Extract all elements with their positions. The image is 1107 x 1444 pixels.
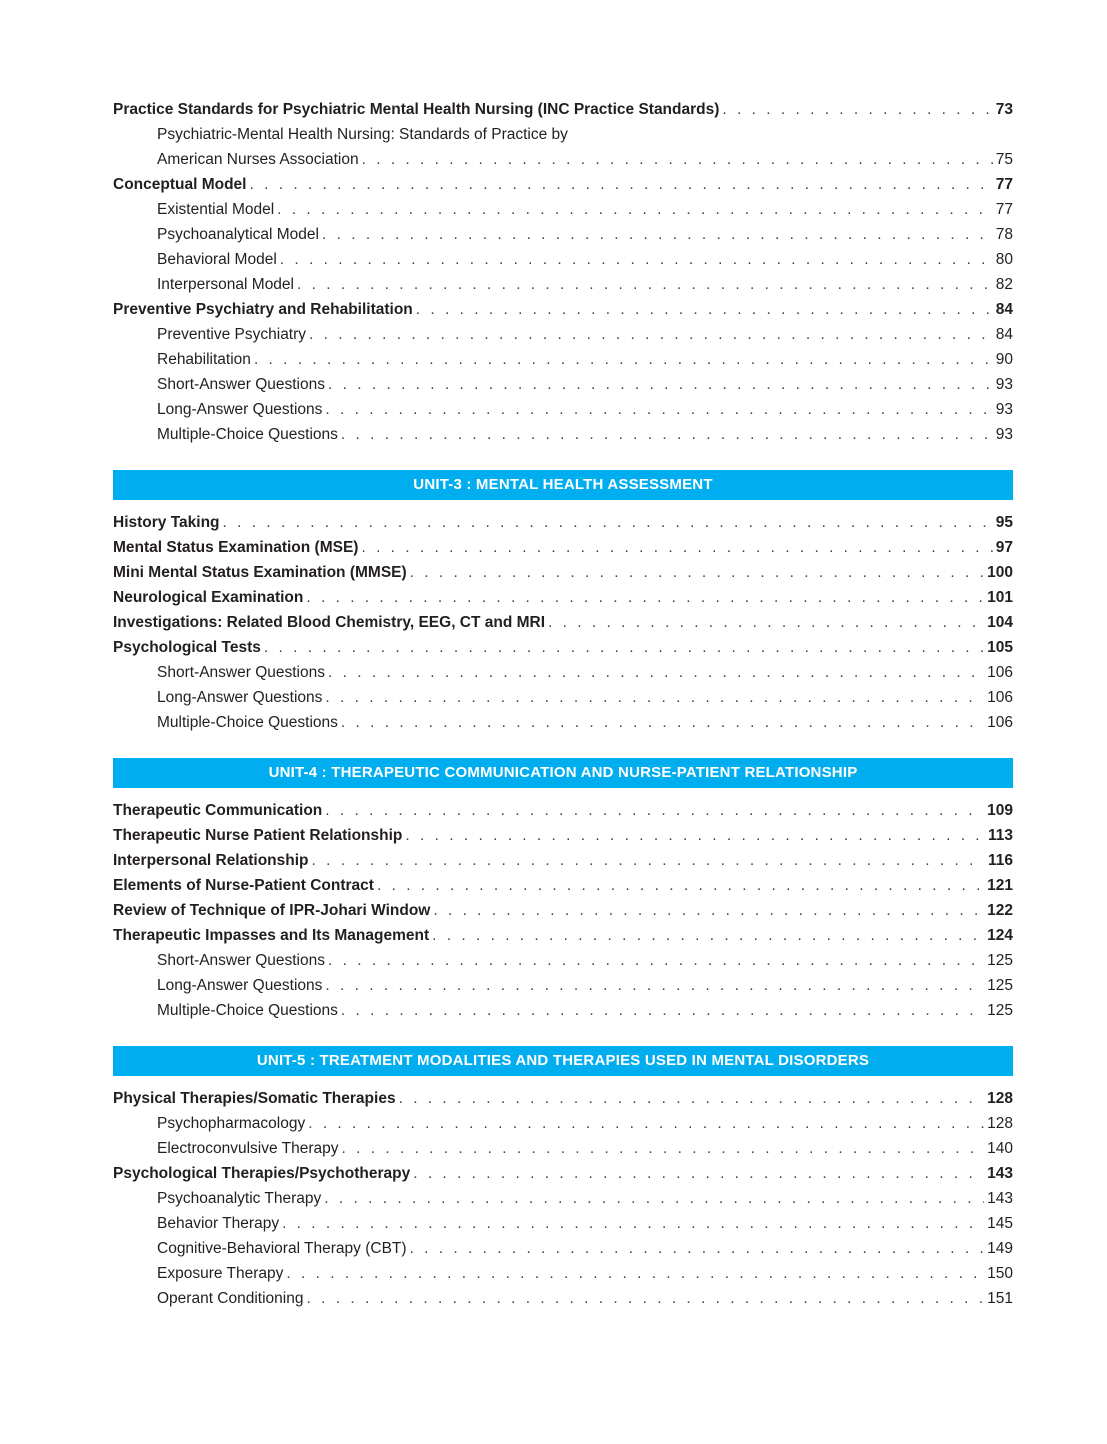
dot-leader <box>341 710 984 735</box>
toc-subentry[interactable] <box>113 372 1013 397</box>
toc-chapter-entry[interactable] <box>113 510 1013 535</box>
page-number: 145 <box>987 1215 1013 1232</box>
entry-title: Review of Technique of IPR-Johari Window <box>113 902 431 919</box>
page-number: 125 <box>987 1002 1013 1019</box>
toc-chapter-entry[interactable] <box>113 560 1013 585</box>
entry-title: Therapeutic Impasses and Its Management <box>113 927 430 944</box>
section-gap <box>113 447 1013 461</box>
toc-chapter-entry[interactable] <box>113 297 1013 322</box>
dot-leader <box>342 1136 985 1161</box>
dot-leader <box>297 272 993 297</box>
page-number: 77 <box>995 176 1013 193</box>
page-number: 82 <box>995 276 1013 293</box>
entry-title: Mental Status Examination (MSE) <box>113 539 359 556</box>
toc-subentry[interactable] <box>113 710 1013 735</box>
entry-title: History Taking <box>113 514 220 531</box>
dot-leader <box>325 685 984 710</box>
entry-title: Elements of Nurse-Patient Contract <box>113 877 374 894</box>
toc-subentry[interactable] <box>113 1186 1013 1211</box>
toc-chapter-entry[interactable] <box>113 823 1013 848</box>
entry-title: Multiple-Choice Questions <box>157 714 338 731</box>
dot-leader <box>416 297 993 322</box>
dot-leader <box>362 147 993 172</box>
page-number: 104 <box>987 614 1013 631</box>
entry-title: American Nurses Association <box>157 151 359 168</box>
toc-subentry[interactable] <box>113 1236 1013 1261</box>
entry-title: Therapeutic Nurse Patient Relationship <box>113 827 403 844</box>
unit-header: UNIT-5 : TREATMENT MODALITIES AND THERAPIES USED IN MENTAL DISORDERS <box>113 1046 1013 1076</box>
page-number: 143 <box>987 1165 1013 1182</box>
unit-header: UNIT-3 : MENTAL HEALTH ASSESSMENT <box>113 470 1013 500</box>
section-gap <box>113 735 1013 749</box>
entry-title: Multiple-Choice Questions <box>157 426 338 443</box>
page-number: 84 <box>995 326 1013 343</box>
entry-title: Multiple-Choice Questions <box>157 1002 338 1019</box>
table-of-contents <box>113 97 1013 1311</box>
dot-leader <box>286 1261 984 1286</box>
toc-chapter-entry[interactable] <box>113 1161 1013 1186</box>
dot-leader <box>277 197 993 222</box>
dot-leader <box>264 635 984 660</box>
entry-title: Conceptual Model <box>113 176 247 193</box>
dot-leader <box>432 923 984 948</box>
entry-title: Preventive Psychiatry and Rehabilitation <box>113 301 413 318</box>
toc-chapter-entry[interactable] <box>113 535 1013 560</box>
section-gap <box>113 1023 1013 1037</box>
entry-title: Investigations: Related Blood Chemistry, EEG, CT and MRI <box>113 614 546 631</box>
entry-title: Psychoanalytical Model <box>157 226 319 243</box>
dot-leader <box>410 560 984 585</box>
page-number: 77 <box>995 201 1013 218</box>
dot-leader <box>548 610 984 635</box>
page-number: 95 <box>995 514 1013 531</box>
entry-title: Psychopharmacology <box>157 1115 306 1132</box>
dot-leader <box>341 998 984 1023</box>
dot-leader <box>306 585 984 610</box>
toc-chapter-entry[interactable] <box>113 585 1013 610</box>
toc-subentry[interactable] <box>113 322 1013 347</box>
page-number: 73 <box>995 101 1013 118</box>
page-number: 101 <box>987 589 1013 606</box>
toc-subentry[interactable] <box>113 422 1013 447</box>
page-number: 75 <box>995 151 1013 168</box>
dot-leader <box>280 247 993 272</box>
dot-leader <box>328 372 993 397</box>
entry-title: Rehabilitation <box>157 351 251 368</box>
entry-title: Electroconvulsive Therapy <box>157 1140 339 1157</box>
dot-leader <box>325 798 984 823</box>
page-number: 93 <box>995 426 1013 443</box>
entry-title: Mini Mental Status Examination (MMSE) <box>113 564 407 581</box>
toc-subentry[interactable] <box>113 1261 1013 1286</box>
toc-chapter-entry[interactable] <box>113 923 1013 948</box>
toc-subentry[interactable] <box>113 948 1013 973</box>
dot-leader <box>254 347 993 372</box>
entry-title: Psychological Therapies/Psychotherapy <box>113 1165 411 1182</box>
toc-subentry[interactable] <box>113 660 1013 685</box>
dot-leader <box>341 422 993 447</box>
dot-leader <box>433 898 984 923</box>
toc-subentry[interactable] <box>113 197 1013 222</box>
page-number: 121 <box>987 877 1013 894</box>
page-number: 124 <box>987 927 1013 944</box>
page-number: 106 <box>987 689 1013 706</box>
dot-leader <box>223 510 993 535</box>
dot-leader <box>325 397 992 422</box>
toc-subentry[interactable] <box>113 347 1013 372</box>
dot-leader <box>410 1236 985 1261</box>
page-number: 143 <box>987 1190 1013 1207</box>
entry-title: Psychological Tests <box>113 639 261 656</box>
entry-title: Long-Answer Questions <box>157 977 323 994</box>
toc-chapter-entry[interactable] <box>113 172 1013 197</box>
toc-subentry[interactable] <box>113 1211 1013 1236</box>
entry-title: Long-Answer Questions <box>157 401 323 418</box>
dot-leader <box>308 1111 984 1136</box>
page-number: 150 <box>987 1265 1013 1282</box>
dot-leader <box>322 222 993 247</box>
toc-subentry[interactable] <box>113 998 1013 1023</box>
toc-subentry[interactable] <box>113 222 1013 247</box>
page-number: 128 <box>987 1090 1013 1107</box>
entry-title: Short-Answer Questions <box>157 664 325 681</box>
toc-subentry[interactable] <box>113 1286 1013 1311</box>
page-number: 125 <box>987 952 1013 969</box>
toc-subentry[interactable] <box>113 685 1013 710</box>
entry-title: Physical Therapies/Somatic Therapies <box>113 1090 396 1107</box>
dot-leader <box>405 823 985 848</box>
page-number: 116 <box>987 852 1013 869</box>
page-number: 84 <box>995 301 1013 318</box>
dot-leader <box>325 973 984 998</box>
dot-leader <box>413 1161 984 1186</box>
toc-chapter-entry[interactable] <box>113 635 1013 660</box>
page-number: 140 <box>987 1140 1013 1157</box>
toc-subentry[interactable] <box>113 973 1013 998</box>
entry-title: Long-Answer Questions <box>157 689 323 706</box>
entry-title: Short-Answer Questions <box>157 952 325 969</box>
entry-title: Operant Conditioning <box>157 1290 304 1307</box>
page-number: 93 <box>995 376 1013 393</box>
entry-title: Behavior Therapy <box>157 1215 280 1232</box>
dot-leader <box>377 873 984 898</box>
toc-subentry[interactable] <box>113 122 1013 147</box>
dot-leader <box>282 1211 984 1236</box>
toc-chapter-entry[interactable] <box>113 873 1013 898</box>
dot-leader <box>361 535 992 560</box>
page-number: 106 <box>987 714 1013 731</box>
toc-chapter-entry[interactable] <box>113 610 1013 635</box>
toc-subentry[interactable] <box>113 247 1013 272</box>
entry-title: Practice Standards for Psychiatric Mental Health Nursing (INC Practice Standards) <box>113 101 720 118</box>
toc-subentry[interactable] <box>113 1136 1013 1161</box>
page-number: 93 <box>995 401 1013 418</box>
entry-title: Psychiatric-Mental Health Nursing: Standards of Practice by <box>157 126 568 143</box>
toc-chapter-entry[interactable] <box>113 97 1013 122</box>
entry-title: Interpersonal Relationship <box>113 852 309 869</box>
page-number: 151 <box>987 1290 1013 1307</box>
page-number: 106 <box>987 664 1013 681</box>
page-number: 109 <box>987 802 1013 819</box>
entry-title: Cognitive-Behavioral Therapy (CBT) <box>157 1240 407 1257</box>
toc-chapter-entry[interactable] <box>113 798 1013 823</box>
dot-leader <box>722 97 992 122</box>
entry-title: Exposure Therapy <box>157 1265 284 1282</box>
page-number: 90 <box>995 351 1013 368</box>
page-number: 100 <box>987 564 1013 581</box>
page-number: 97 <box>995 539 1013 556</box>
entry-title: Therapeutic Communication <box>113 802 323 819</box>
entry-title: Psychoanalytic Therapy <box>157 1190 322 1207</box>
toc-subentry[interactable] <box>113 272 1013 297</box>
page-number: 128 <box>987 1115 1013 1132</box>
entry-title: Neurological Examination <box>113 589 304 606</box>
entry-title: Preventive Psychiatry <box>157 326 307 343</box>
dot-leader <box>307 1286 985 1311</box>
page-number: 105 <box>987 639 1013 656</box>
dot-leader <box>328 660 984 685</box>
dot-leader <box>312 848 985 873</box>
entry-title: Existential Model <box>157 201 275 218</box>
unit-header: UNIT-4 : THERAPEUTIC COMMUNICATION AND NURSE-PATIENT RELATIONSHIP <box>113 758 1013 788</box>
dot-leader <box>328 948 984 973</box>
toc-subentry[interactable] <box>113 147 1013 172</box>
dot-leader <box>324 1186 984 1211</box>
entry-title: Interpersonal Model <box>157 276 294 293</box>
dot-leader <box>399 1086 985 1111</box>
page-number: 80 <box>995 251 1013 268</box>
toc-subentry[interactable] <box>113 1111 1013 1136</box>
entry-title: Behavioral Model <box>157 251 277 268</box>
toc-subentry[interactable] <box>113 397 1013 422</box>
dot-leader <box>249 172 992 197</box>
toc-chapter-entry[interactable] <box>113 898 1013 923</box>
page-number: 113 <box>987 827 1013 844</box>
toc-chapter-entry[interactable] <box>113 1086 1013 1111</box>
page-number: 125 <box>987 977 1013 994</box>
page-number: 122 <box>987 902 1013 919</box>
dot-leader <box>309 322 993 347</box>
page-number: 149 <box>987 1240 1013 1257</box>
page-number: 78 <box>995 226 1013 243</box>
toc-chapter-entry[interactable] <box>113 848 1013 873</box>
entry-title: Short-Answer Questions <box>157 376 325 393</box>
